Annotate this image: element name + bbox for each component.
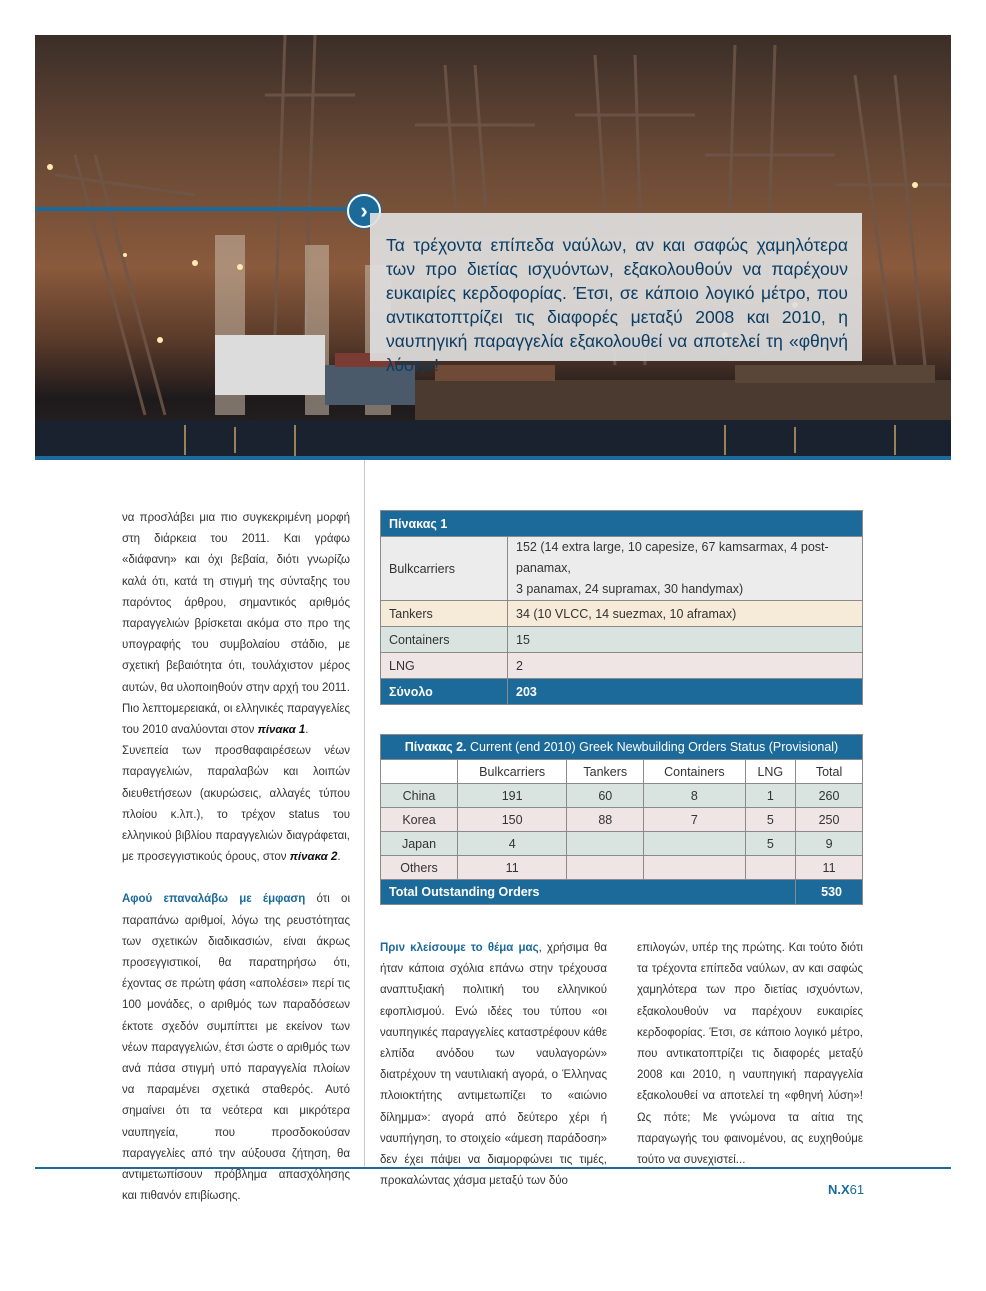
table-row: Others 11 11 bbox=[381, 856, 863, 880]
table-row: Bulkcarriers 152 (14 extra large, 10 capesize, 67 kamsarmax, 4 post-panamax, 3 panamax, 24 supramax, 30 handymax) bbox=[381, 537, 863, 601]
paragraph-lead: Πριν κλείσουμε το θέμα μας bbox=[380, 942, 539, 954]
article-column-3 bbox=[637, 938, 863, 1171]
table-1 bbox=[380, 510, 863, 705]
paragraph: Συνεπεία των προσθαφαιρέσεων νέων παραγγελιών, παραλαβών και λοιπών διευθετήσεων (ακυρώσεις, αλλαγές τύπου πλοίου κ.λπ.), το τρέχον status του ελληνικού βιβλίου παραγγελιών διαγράφεται, με προσεγγιστικούς όρους, στον πίνακα 2. bbox=[122, 745, 350, 864]
callout-pointer-line bbox=[35, 207, 355, 211]
table-row: Korea 150 88 7 5 250 bbox=[381, 808, 863, 832]
paragraph: να προσλάβει μια πιο συγκεκριμένη μορφή στη διάρκεια του 2011. Και γράφω «διάφανη» και όχι βεβαία, διότι γνωρίζω καλά ότι, κατά τη στιγμή της σύνταξης του παρόντος άρθρου, σημαντικός αριθμός παραγγελιών βρίσκεται ακόμα στο προ της υπογραφής του συμβολαίου στάδιο, με σχετική βεβαιότητα ότι, τουλάχιστον μέρος αυτών, θα υλοποιηθούν στην αρχή του 2011. bbox=[122, 512, 350, 694]
table-1-title: Πίνακας 1 bbox=[381, 511, 863, 537]
table-row: China 191 60 8 1 260 bbox=[381, 784, 863, 808]
table-total-row: Total Outstanding Orders 530 bbox=[381, 880, 863, 905]
footer-rule bbox=[35, 1167, 951, 1169]
table-row: Japan 4 5 9 bbox=[381, 832, 863, 856]
pull-quote-text: Τα τρέχοντα επίπεδα ναύλων, αν και σαφώς χαμηλότερα των προ διετίας ισχυόντων, εξακολουθούν να παρέχουν ευκαιρίες κερδοφορίας. Έτσι, σε κάποιο λογικό μέτρο, που αντικατοπτρίζει τις διαφορές μεταξύ 2008 και 2010, η ναυπηγική παραγγελία εξακολουθεί να αποτελεί τη «φθηνή λύση»! bbox=[386, 235, 848, 375]
chevron-right-icon: › bbox=[347, 194, 381, 228]
paragraph: επιλογών, υπέρ της πρώτης. Και τούτο διότι τα τρέχοντα επίπεδα ναύλων, αν και σαφώς χαμηλότερα των προ διετίας ισχυόντων, εξακολουθούν να παρέχουν ευκαιρίες κερδοφορίας. Έτσι, σε κάποιο λογικό μέτρο, που αντικατοπτρίζει τις διαφορές μεταξύ 2008 και 2010, η ναυπηγική παραγγελία εξακολουθεί να αποτελεί τη «φθηνή λύση»! Ως πότε; Με γνώμονα τα αίτια της παραγωγής του φαινομένου, ας ευχηθούμε τούτο να συνεχιστεί... bbox=[637, 942, 863, 1167]
table-total-row: Σύνολο 203 bbox=[381, 679, 863, 705]
article-column-1 bbox=[122, 508, 350, 1208]
paragraph: Πιο λεπτομερειακά, οι ελληνικές παραγγελίες του 2010 αναλύονται στον πίνακα 1. bbox=[122, 702, 350, 737]
column-divider bbox=[364, 460, 365, 1168]
table-reference: πίνακα 1 bbox=[257, 724, 306, 737]
table-row: Containers 15 bbox=[381, 627, 863, 653]
article-column-2 bbox=[380, 938, 607, 1192]
paragraph: Αφού επαναλάβω με έμφαση ότι οι παραπάνω αριθμοί, λόγω της ρευστότητας των σχετικών διαδικασιών, είναι άκρως προσεγγιστικοί, θα παρατηρήσω ότι, έχοντας σε πρώτη φάση «απολέσει» περί τις 100 μονάδες, ο αριθμός των παραδόσεων έκτοτε σχεδόν συμπίπτει με εκείνον των νέων παραγγελιών, έτσι ώστε ο αριθμός των ανά πάσα στιγμή υπό παραγγελία πλοίων να παραμένει σχετικά σταθερός. Αυτό σημαίνει ότι τα νεότερα και μικρότερα ναυπηγεία, που προσδοκούσαν παραγγελίες από την αύξουσα ζήτηση, θα αντιμετωπίσουν πρόβλημα απασχόλησης και πιθανόν επιβίωσης. bbox=[122, 893, 351, 1203]
table-2 bbox=[380, 734, 863, 905]
hero-bottom-rule bbox=[35, 456, 951, 460]
paragraph-lead: Αφού επαναλάβω με έμφαση bbox=[122, 893, 306, 906]
pull-quote bbox=[370, 213, 862, 375]
table-2-title: Πίνακας 2. Current (end 2010) Greek Newbuilding Orders Status (Provisional) bbox=[381, 735, 863, 760]
page-number: N.X61 bbox=[828, 1182, 865, 1197]
table-header-row: Bulkcarriers Tankers Containers LNG Total bbox=[381, 760, 863, 784]
table-reference: πίνακα 2 bbox=[289, 851, 338, 864]
table-row: Tankers 34 (10 VLCC, 14 suezmax, 10 aframax) bbox=[381, 601, 863, 627]
paragraph: Πριν κλείσουμε το θέμα μας, χρήσιμα θα ήταν κάποια σχόλια επάνω στην τρέχουσα αναπτυξιακή πολιτική του ελληνικού εφοπλισμού. Ενώ ιδέες του τύπου «οι ναυπηγικές παραγγελίες καταστρέφουν κάθε ελπίδα ανόδου των ναυλαγορών» διατρέχουν τη ναυτιλιακή αγορά, ο Έλληνας πλοιοκτήτης αντιμετωπίζει το «αιώνιο δίλημμα»: αγορά από δεύτερο χέρι ή ναυπήγηση, το στοιχείο «άμεση παράδοση» δεν έχει πάψει να διαμορφώνει τις τιμές, προκαλώντας χάσμα μεταξύ των δύο bbox=[380, 942, 608, 1188]
table-row: LNG 2 bbox=[381, 653, 863, 679]
